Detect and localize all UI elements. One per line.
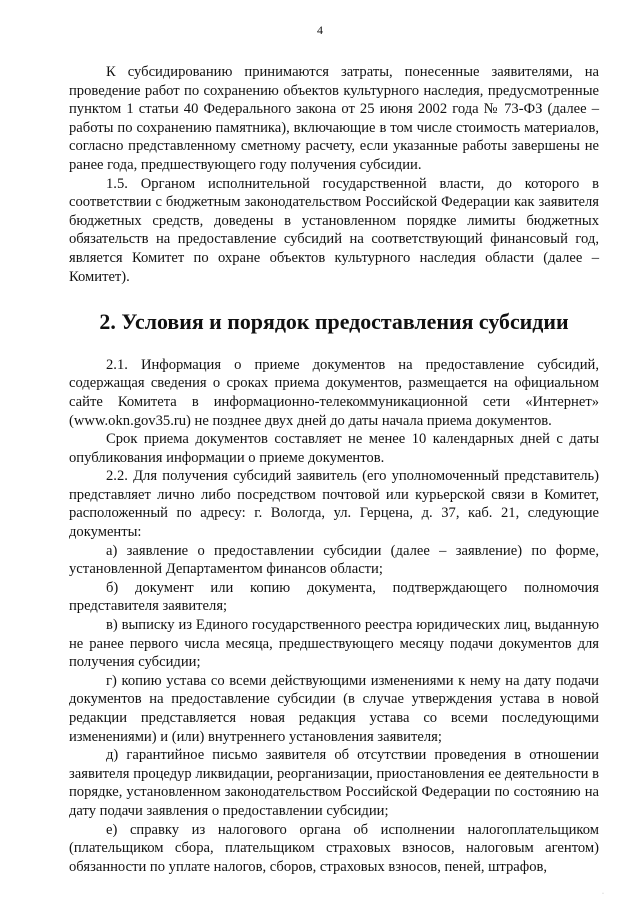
paragraph-deadline: Срок приема документов составляет не менее 10 календарных дней с даты опубликования информации о приеме документов. [69,431,599,466]
section-heading: 2. Условия и порядок предоставления субсидии [99,309,569,335]
list-item-g: г) копию устава со всеми действующими изменениями к нему на дату подачи документов на предоставление субсидии (в случае утверждения устава в новой редакции представляется новая редакция устава со всеми последующими изменениями) и (или) внутреннего установления заявителя; [69,672,599,745]
list-item-e: е) справку из налогового органа об исполнении налогоплательщиком (плательщиком сбора, плательщиком страховых взносов, налоговым агентом) обязанности по уплате налогов, сборов, страховых взносов, пеней, штрафов, [69,821,599,875]
scan-mark: · [602,891,604,897]
paragraph-subsidy-costs: К субсидированию принимаются затраты, понесенные заявителями, на проведение работ по сохранению объектов культурного наследия, предусмотренные пунктом 1 статьи 40 Федерального закона от 25 июня 2002 года № 73-ФЗ (далее – работы по сохранению памятника), включающие в том числе стоимость материалов, согласно представленному сметному расчету, если указанные работы завершены не ранее года, предшествующего году получения субсидии. [69,64,599,173]
list-item-b: б) документ или копию документа, подтверждающего полномочия представителя заявителя; [69,579,599,615]
page-number: 4 [317,23,323,37]
paragraph-1-5: 1.5. Органом исполнительной государственной власти, до которого в соответствии с бюджетным законодательством Российской Федерации как заявителя бюджетных средств, доведены в установленном порядке лимиты бюджетных обязательств на предоставление субсидий на соответствующий финансовый год, является Комитет по охране объектов культурного наследия области (далее – Комитет). [69,175,599,285]
list-item-v: в) выписку из Единого государственного реестра юридических лиц, выданную не ранее первого числа месяца, предшествующего месяцу подачи документов для получения субсидии; [69,617,599,671]
list-item-a: а) заявление о предоставлении субсидии (далее – заявление) по форме, установленной Департаментом финансов области; [69,542,599,578]
page-content [69,63,599,876]
paragraph-2-1: 2.1. Информация о приеме документов на предоставление субсидий, содержащая сведения о сроках приема документов, размещается на официальном сайте Комитета в информационно-телекоммуникационной сети «Интернет» (www.okn.gov35.ru) не позднее двух дней до даты начала приема документов. [69,356,599,429]
list-item-d: д) гарантийное письмо заявителя об отсутствии проведения в отношении заявителя процедур ликвидации, реорганизации, приостановления ее деятельности в порядке, установленном законодательством Российской Федерации по состоянию на дату подачи заявления о предоставлении субсидии; [69,747,599,819]
paragraph-2-2: 2.2. Для получения субсидий заявитель (его уполномоченный представитель) представляет лично либо посредством почтовой или курьерской связи в Комитет, расположенный по адресу: г. Вологда, ул. Герцена, д. 37, каб. 21, следующие документы: [69,468,599,541]
